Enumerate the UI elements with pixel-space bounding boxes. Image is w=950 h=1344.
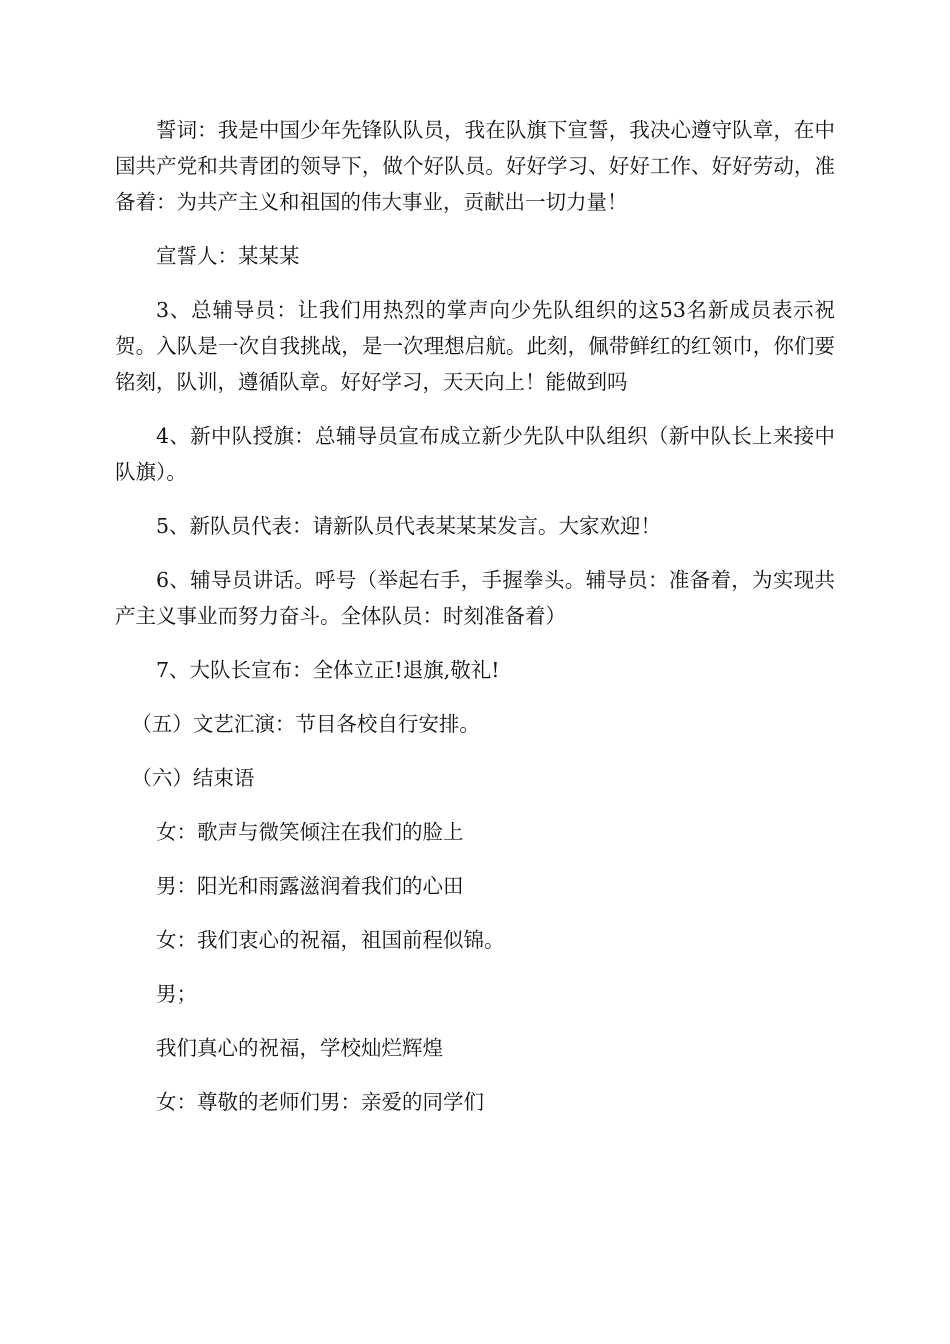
closing-line-final: 女：尊敬的老师们男：亲爱的同学们 [156, 1090, 484, 1114]
document-page [115, 112, 835, 1120]
step-7-paragraph: 7、大队长宣布：全体立正!退旗,敬礼! [156, 658, 500, 682]
step-5-paragraph: 5、新队员代表：请新队员代表某某某发言。大家欢迎！ [156, 514, 662, 538]
step-3-paragraph: 3、总辅导员：让我们用热烈的掌声向少先队组织的这53名新成员表示祝贺。入队是一次自我挑战，是一次理想启航。此刻，佩带鲜红的红领巾，你们要铭刻，队训，遵循队章。好好学习，天天向上！能做到吗 [115, 298, 835, 394]
closing-line-male-2: 男； [156, 982, 197, 1006]
closing-line-female-1: 女：歌声与微笑倾注在我们的脸上 [156, 820, 464, 844]
closing-line-male-1: 男：阳光和雨露滋润着我们的心田 [156, 874, 464, 898]
closing-line-female-2: 女：我们衷心的祝福，祖国前程似锦。 [156, 928, 505, 952]
oath-paragraph: 誓词：我是中国少年先锋队队员，我在队旗下宣誓，我决心遵守队章，在中国共产党和共青团的领导下，做个好队员。好好学习、好好工作、好好劳动，准备着：为共产主义和祖国的伟大事业，贡献出一切力量！ [115, 118, 835, 214]
section-5-heading: （五）文艺汇演：节目各校自行安排。 [131, 712, 480, 736]
oath-signer: 宣誓人：某某某 [156, 244, 300, 268]
step-4-paragraph: 4、新中队授旗：总辅导员宣布成立新少先队中队组织（新中队长上来接中队旗）。 [115, 424, 835, 484]
step-6-paragraph: 6、辅导员讲话。呼号（举起右手，手握拳头。辅导员：准备着，为实现共产主义事业而努力奋斗。全体队员：时刻准备着） [115, 568, 835, 628]
closing-line-male-2-text: 我们真心的祝福，学校灿烂辉煌 [156, 1036, 443, 1060]
section-6-heading: （六）结束语 [131, 766, 255, 790]
